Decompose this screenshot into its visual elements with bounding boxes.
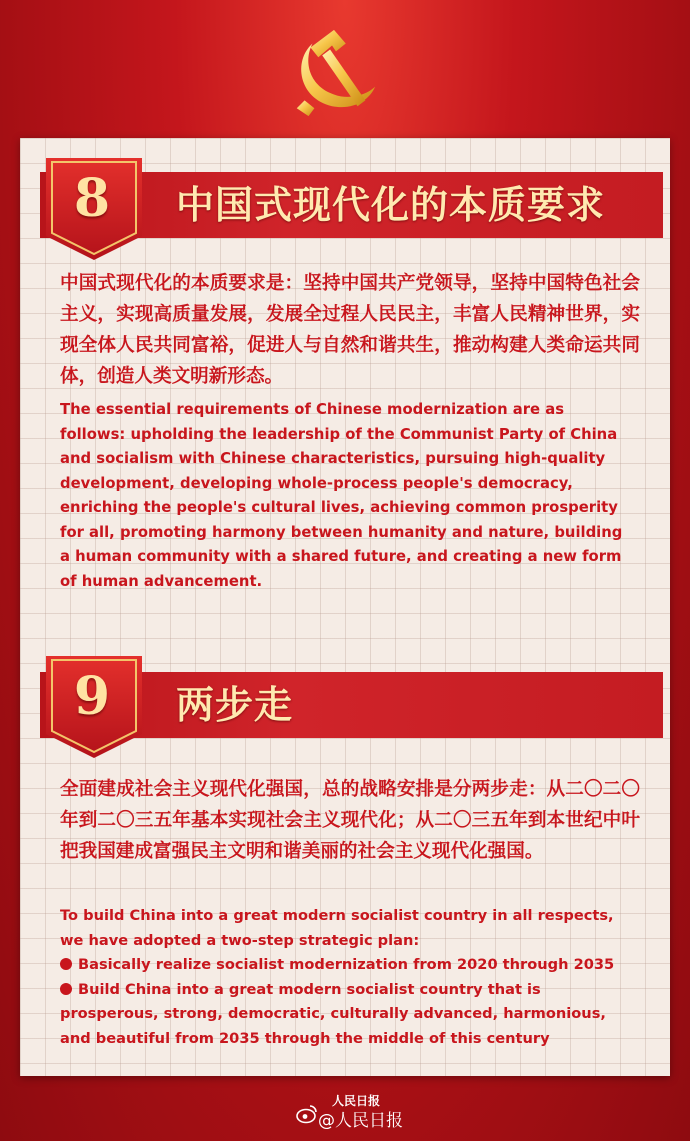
text-line: prosperous, strong, democratic, culturally advanced, harmonious, (60, 1005, 606, 1022)
text-line: we have adopted a two-step strategic plan: (60, 931, 420, 949)
section-9-chinese-text: 全面建成社会主义现代化强国，总的战略安排是分两步走：从二〇二〇年到二〇三五年基本实现社会主义现代化；从二〇三五年到本世纪中叶把我国建成富强民主文明和谐美丽的社会主义现代化强国。 (60, 779, 640, 862)
section-8-english-text (60, 398, 628, 594)
section-8-number: 8 (73, 168, 111, 229)
bullet-icon (60, 958, 72, 970)
bullet-icon (60, 983, 72, 995)
text-line: enriching the people's cultural lives, achieving common prosperity (60, 499, 618, 516)
party-emblem-icon (285, 22, 383, 120)
weibo-logo-icon (296, 1104, 318, 1124)
text-line: and socialism with Chinese characteristics, pursuing high-quality (60, 450, 606, 467)
content-card (20, 138, 670, 1076)
section-8-chinese-text: 中国式现代化的本质要求是：坚持中国共产党领导，坚持中国特色社会主义，实现高质量发展，发展全过程人民民主，丰富人民精神世界，实现全体人民共同富裕，促进人与自然和谐共生，推动构建人类命运共同体，创造人类文明新形态。 (60, 273, 640, 387)
bullet-item (60, 978, 628, 1003)
text-line: The essential requirements of Chinese modernization are as (60, 401, 565, 418)
text-line: a human community with a shared future, and creating a new form (60, 548, 622, 565)
section-9-english-text (60, 904, 628, 1051)
brand-handle: @人民日报 (318, 1111, 403, 1131)
bullet-text: Basically realize socialist modernization from 2020 through 2035 (78, 956, 615, 973)
section-9-number-ribbon (42, 656, 146, 760)
section-8-number-ribbon (42, 158, 146, 262)
text-line: of human advancement. (60, 572, 263, 590)
section-9-title: 两步走 (176, 682, 294, 727)
text-line: To build China into a great modern socialist country in all respects, (60, 907, 614, 924)
bullet-text: Build China into a great modern socialist country that is (78, 980, 541, 998)
brand-small: 人民日报 (332, 1094, 381, 1108)
text-line: for all, promoting harmony between humanity and nature, building (60, 523, 623, 541)
section-8-title: 中国式现代化的本质要求 (176, 182, 606, 227)
bullet-item (60, 953, 628, 978)
text-line: follows: upholding the leadership of the Communist Party of China (60, 425, 618, 443)
text-line: and beautiful from 2035 through the middle of this century (60, 1029, 550, 1047)
text-line: development, developing whole-process people's democracy, (60, 474, 573, 492)
section-9-number: 9 (73, 666, 111, 727)
